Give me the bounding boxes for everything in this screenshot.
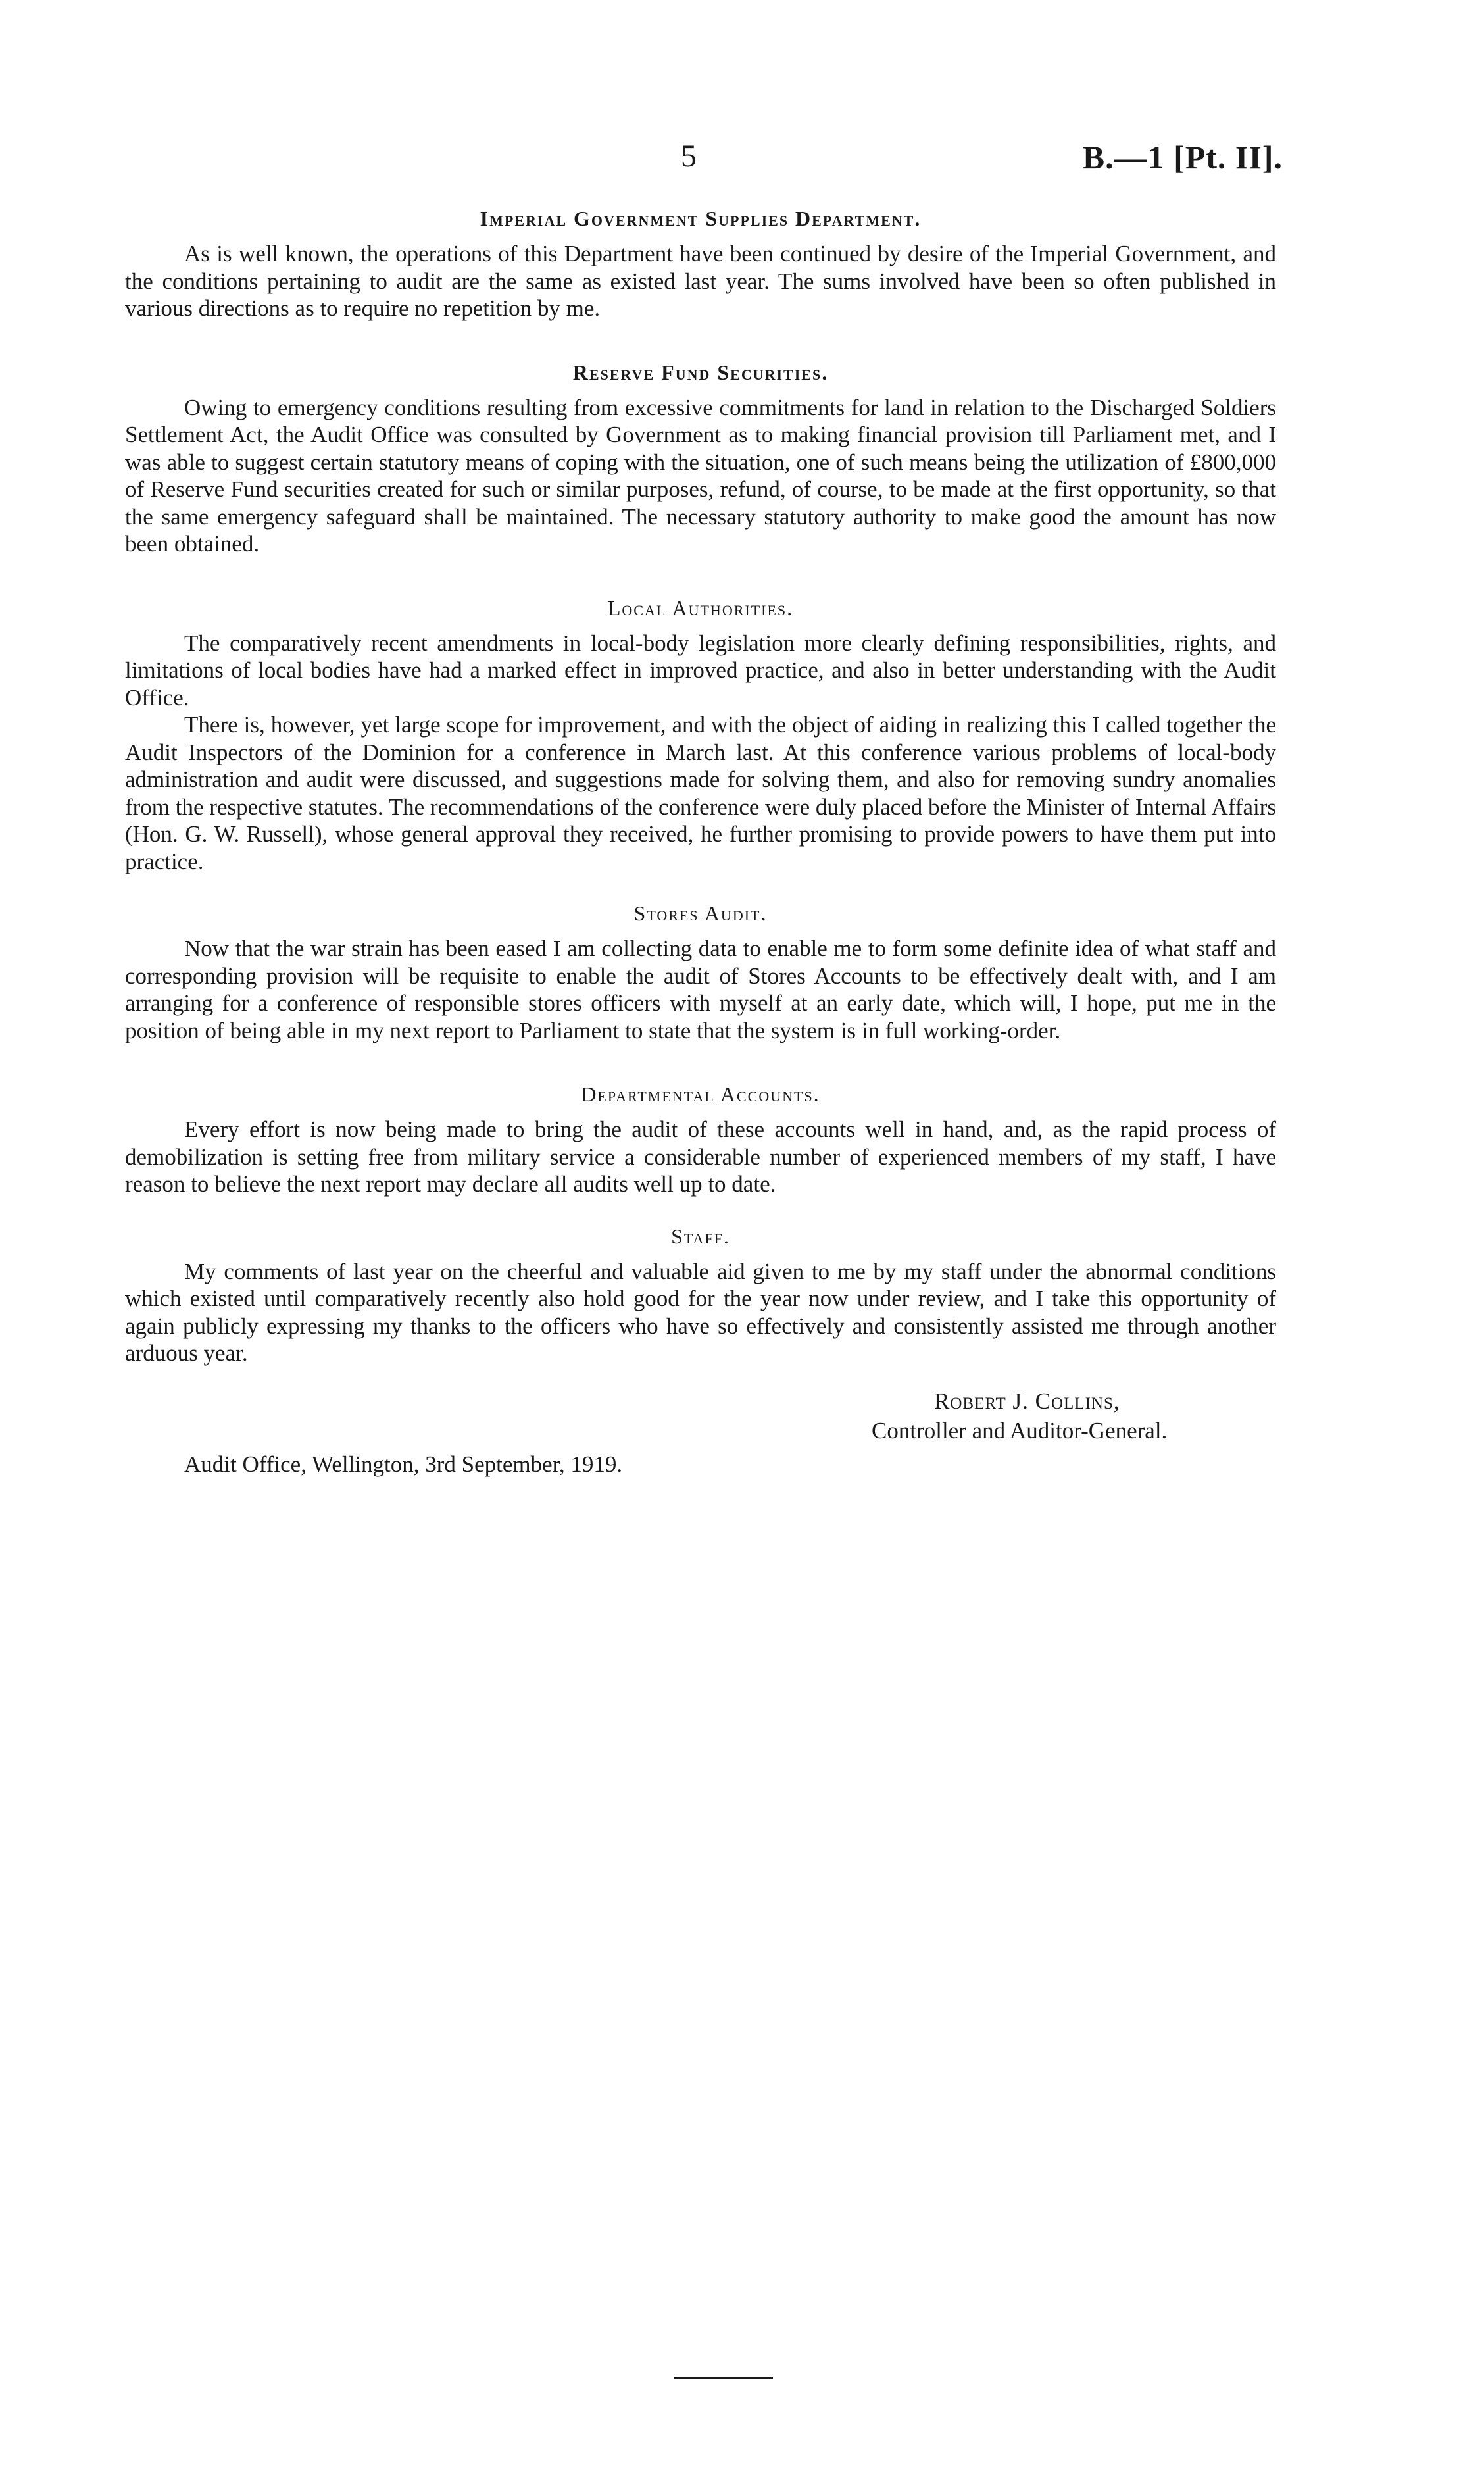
section-title-staff: Staff. xyxy=(671,1224,730,1248)
signatory-title: Controller and Auditor-General. xyxy=(872,1417,1168,1444)
page-header xyxy=(125,132,1283,191)
section-title-reserve-fund-securities: Reserve Fund Securities. xyxy=(572,360,829,384)
paragraph-local-authorities-2: There is, however, yet large scope for improvement, and with the object of aiding in realizing this I called together the Audit Inspectors of the Dominion for a conference in March last. At this conference various problems of local-body administration and audit were discussed, and suggestions made for solving them, and also for removing sundry anomalies from the respective statutes. The recommendations of the conference were duly placed before the Minister of Internal Affairs (Hon. G. W. Russell), whose general approval they received, he further promising to provide powers to have them put into practice. xyxy=(125,712,1276,874)
document-reference: B.—1 [Pt. II]. xyxy=(1082,139,1283,176)
paragraph-stores-audit: Now that the war strain has been eased I am collecting data to enable me to form some definite idea of what staff and corresponding provision will be requisite to enable the audit of Stores Accounts to be effectively dealt with, and I am arranging for a conference of responsible stores officers with myself at an early date, which will, I hope, put me in the position of being able in my next report to Parliament to state that the system is in full working-order. xyxy=(125,936,1276,1043)
page-number: 5 xyxy=(681,139,697,174)
signatory-name: Robert J. Collins, xyxy=(934,1388,1120,1414)
signature-block xyxy=(125,1388,1276,1447)
closing-rule xyxy=(674,2377,773,2379)
paragraph-imperial-government-supplies: As is well known, the operations of this Department have been continued by desire of the Imperial Government, and the conditions pertaining to audit are the same as existed last year. The sums involved have been so often published in various directions as to require no repetition by me. xyxy=(125,241,1276,321)
section-title-local-authorities: Local Authorities. xyxy=(607,595,794,620)
section-title-stores-audit: Stores Audit. xyxy=(633,901,768,925)
dateline: Audit Office, Wellington, 3rd September, 1919. xyxy=(184,1451,623,1477)
section-title-departmental-accounts: Departmental Accounts. xyxy=(581,1082,820,1106)
paragraph-staff: My comments of last year on the cheerful and valuable aid given to me by my staff under the abnormal conditions which existed until comparatively recently also hold good for the year now under review, and I take this opportunity of again publicly expressing my thanks to the officers who have so effectively and consistently assisted me through another arduous year. xyxy=(125,1258,1276,1366)
section-title-imperial-government-supplies: Imperial Government Supplies Department. xyxy=(480,207,922,230)
paragraph-local-authorities-1: The comparatively recent amendments in local-body legislation more clearly defining responsibilities, rights, and limitations of local bodies have had a marked effect in improved practice, and also in better understanding with the Audit Office. xyxy=(125,630,1276,711)
paragraph-departmental-accounts: Every effort is now being made to bring the audit of these accounts well in hand, and, as the rapid process of demobilization is setting free from military service a considerable number of experienced members of my staff, I have reason to believe the next report may declare all audits well up to date. xyxy=(125,1117,1276,1197)
paragraph-reserve-fund-securities: Owing to emergency conditions resulting from excessive commitments for land in relation to the Discharged Soldiers Settlement Act, the Audit Office was consulted by Government as to making financial provision till Parliament met, and I was able to suggest certain statutory means of coping with the situation, one of such means being the utilization of £800,000 of Reserve Fund securities created for such or similar purposes, refund, of course, to be made at the first opportunity, so that the same emergency safeguard shall be maintained. The necessary statutory authority to make good the amount has now been obtained. xyxy=(125,394,1276,557)
document-page xyxy=(125,132,1283,1478)
